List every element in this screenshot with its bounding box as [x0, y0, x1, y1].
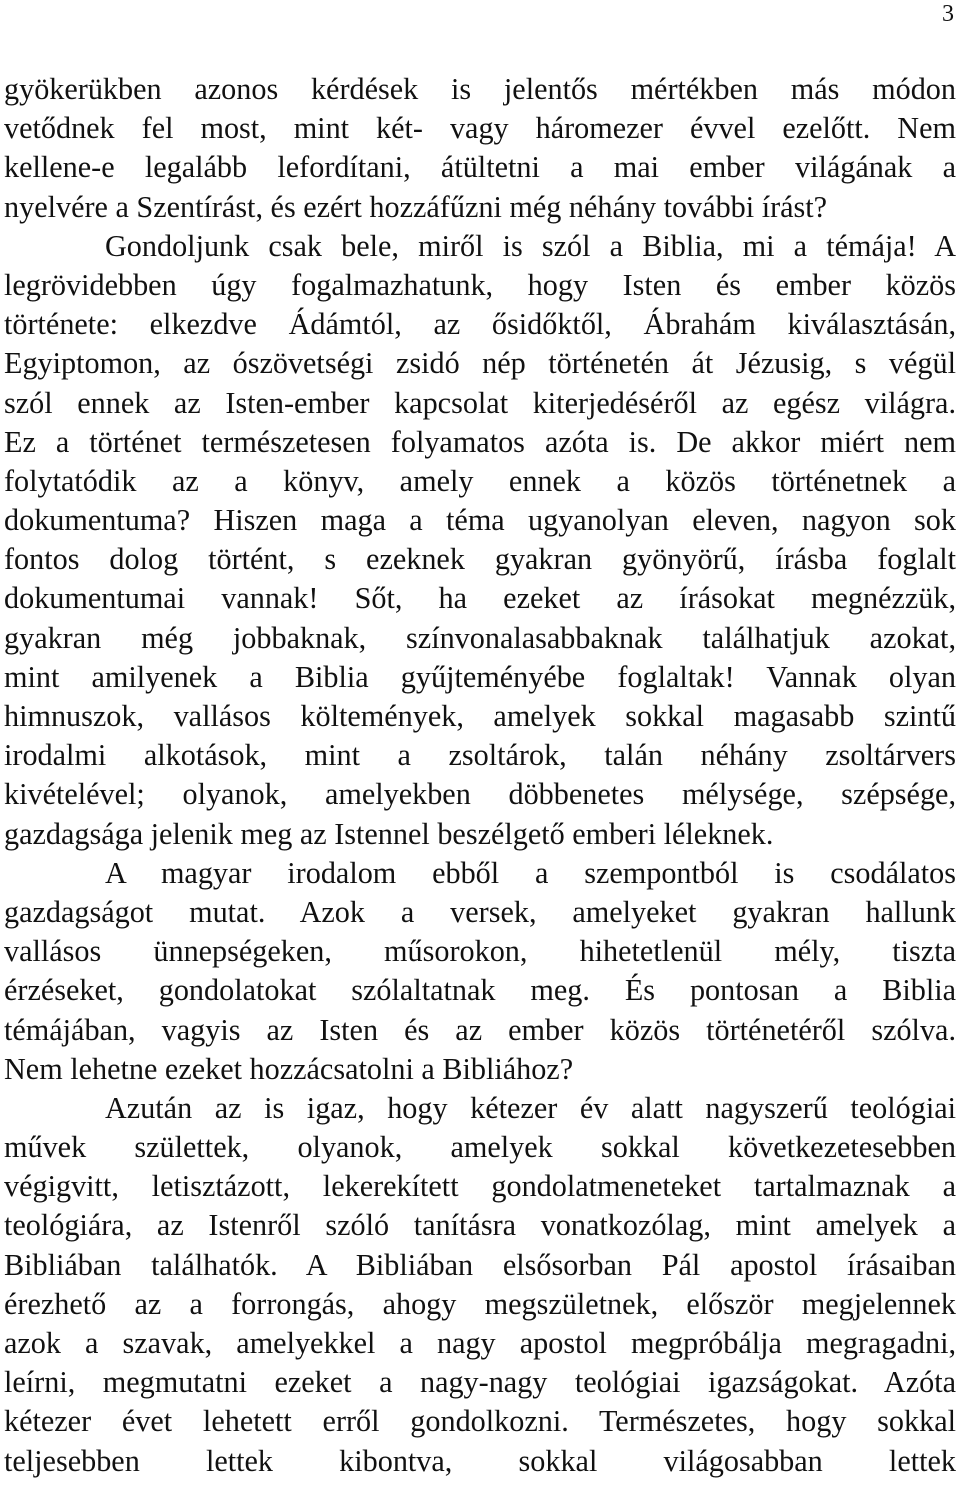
text-line: dokumentuma? Hiszen maga a téma ugyanolyan eleven, nagyon sok — [4, 503, 956, 538]
page-body-text — [4, 70, 956, 1481]
text-line: legrövidebben úgy fogalmazhatunk, hogy Isten és ember közös — [4, 267, 956, 302]
page-number: 3 — [942, 1, 954, 27]
text-line: érezhető az a forrongás, ahogy megszületnek, először megjelennek — [4, 1286, 956, 1321]
text-line: dokumentumai vannak! Sőt, ha ezeket az írásokat megnézzük, — [4, 581, 956, 616]
text-line: vetődnek fel most, mint két- vagy háromezer évvel ezelőtt. Nem — [4, 111, 956, 146]
text-line: nyelvére a Szentírást, és ezért hozzáfűzni még néhány további írást? — [4, 189, 828, 224]
text-line: kellene-e legalább lefordítani, átültetni a mai ember világának a — [4, 150, 956, 185]
text-line: teológiára, az Istenről szóló tanításra vonatkozólag, mint amelyek a — [4, 1208, 956, 1243]
text-line: himnuszok, vallásos költemények, amelyek sokkal magasabb szintű — [4, 699, 956, 733]
text-line: kétezer évet lehetett erről gondolkozni. Természetes, hogy sokkal — [4, 1404, 956, 1439]
text-line: témájában, vagyis az Isten és az ember közös történetéről szólva. — [4, 1012, 956, 1047]
text-line: Azután az is igaz, hogy kétezer év alatt nagyszerű teológiai — [105, 1090, 956, 1125]
text-line: azok a szavak, amelyekkel a nagy apostol megpróbálja megragadni, — [4, 1326, 956, 1360]
text-line: érzéseket, gondolatokat szólaltatnak meg. És pontosan a Biblia — [4, 973, 956, 1008]
text-line: vallásos ünnepségeken, műsorokon, hihetetlenül mély, tiszta — [4, 934, 956, 969]
text-line: Ez a történet természetesen folyamatos azóta is. De akkor miért nem — [4, 424, 956, 459]
text-line: A magyar irodalom ebből a szempontból is csodálatos — [105, 855, 956, 890]
text-line: művek születtek, olyanok, amelyek sokkal következetesebben — [4, 1130, 956, 1165]
text-line: gazdagságot mutat. Azok a versek, amelyeket gyakran hallunk — [4, 894, 956, 929]
text-line: irodalmi alkotások, mint a zsoltárok, talán néhány zsoltárvers — [4, 738, 956, 773]
text-line: Egyiptomon, az ószövetségi zsidó nép történetén át Jézusig, s végül — [4, 346, 956, 381]
text-line: fontos dolog történt, s ezeknek gyakran gyönyörű, írásba foglalt — [4, 542, 956, 577]
text-line: Bibliában találhatók. A Bibliában elsősorban Pál apostol írásaiban — [4, 1247, 956, 1282]
text-line: gazdagsága jelenik meg az Istennel beszélgető emberi léleknek. — [4, 816, 774, 851]
text-line: története: elkezdve Ádámtól, az ősidőktől, Ábrahám kiválasztásán, — [4, 307, 956, 342]
text-line: gyökerükben azonos kérdések is jelentős mértékben más módon — [4, 72, 956, 106]
text-line: leírni, megmutatni ezeket a nagy-nagy teológiai igazságokat. Azóta — [4, 1365, 956, 1400]
text-line: teljesebben lettek kibontva, sokkal világosabban lettek — [4, 1443, 956, 1478]
text-line: Nem lehetne ezeket hozzácsatolni a Bibliához? — [4, 1051, 574, 1086]
text-line: gyakran még jobbaknak, színvonalasabbaknak találhatjuk azokat, — [4, 620, 956, 655]
text-line: Gondoljunk csak bele, miről is szól a Biblia, mi a témája! A — [105, 228, 956, 263]
text-line: szól ennek az Isten-ember kapcsolat kiterjedéséről az egész világra. — [4, 385, 956, 420]
text-line: folytatódik az a könyv, amely ennek a közös történetnek a — [4, 463, 956, 498]
text-line: végigvitt, letisztázott, lekerekített gondolatmeneteket tartalmaznak a — [4, 1169, 956, 1204]
text-line: kivételével; olyanok, amelyekben döbbenetes mélysége, szépsége, — [4, 777, 956, 812]
text-line: mint amilyenek a Biblia gyűjteményébe foglaltak! Vannak olyan — [4, 659, 956, 694]
